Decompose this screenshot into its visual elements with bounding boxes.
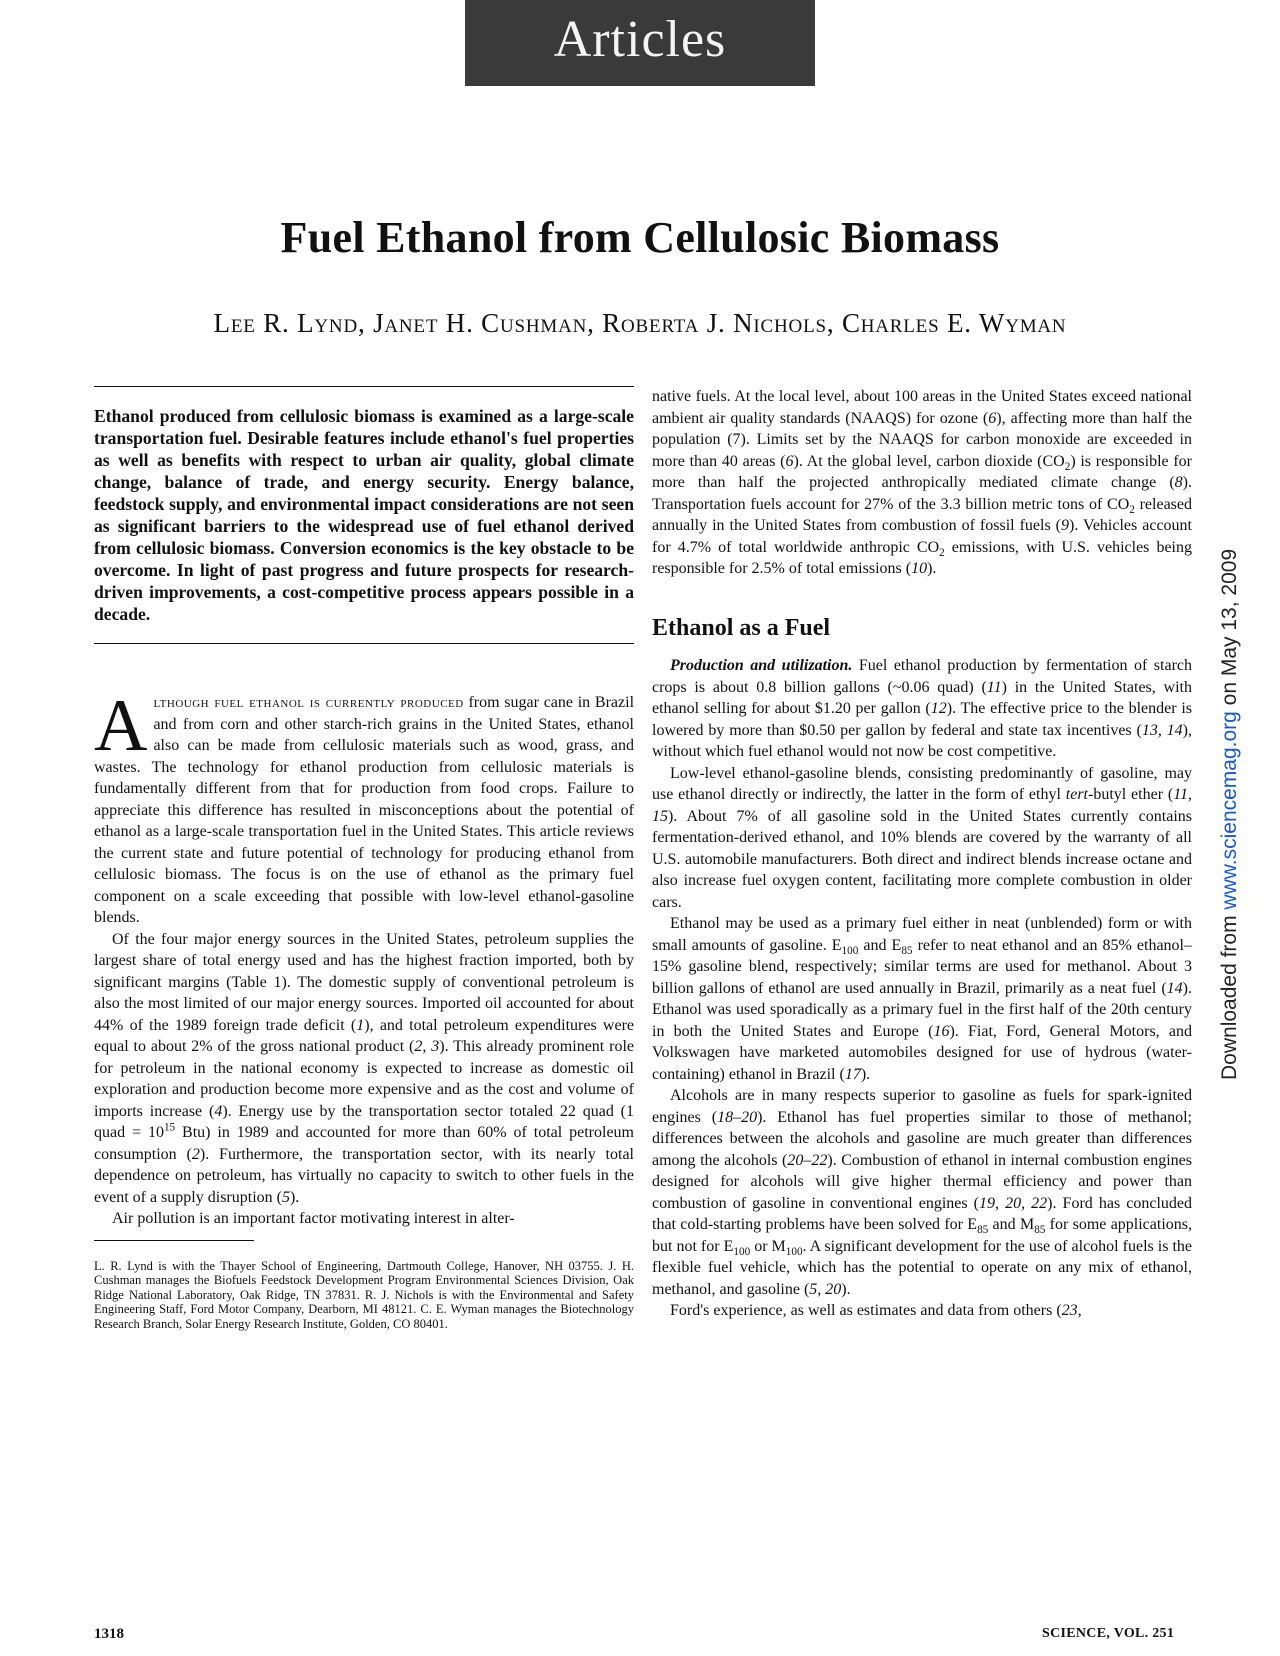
intro-paragraph <box>94 685 635 929</box>
body-paragraph: Low-level ethanol-gasoline blends, consisting predominantly of gasoline, may use ethanol directly or indirectly, the latter in the form of ethyl tert-butyl ether (11, 15). About 7% of all gasoline sold in the United States currently contains fermentation-derived ethanol, and 10% blends are covered by the warranty of all U.S. automobile manufacturers. Both direct and indirect blends increase octane and also increase fuel oxygen content, facilitating more complete combustion in older cars. <box>652 764 1192 911</box>
download-notice: Downloaded from www.sciencemag.org on May 13, 2009 <box>1218 548 1241 1080</box>
body-paragraph: Ethanol may be used as a primary fuel either in neat (unblended) form or with small amounts of gasoline. $E_{100}$ and $E_{85}$ refer to neat ethanol and an 85% ethanol–15% gasoline blend, respectively; similar terms are used for methanol. About 3 billion gallons of ethanol are used annually in Brazil, primarily as a neat fuel (14). Ethanol was used sporadically as a primary fuel in the first half of the 20th century in both the United States and Europe (16). Fiat, Ford, General Motors, and Volkswagen have marketed automobiles designed for use of hydrous (water-containing) ethanol in Brazil (17). <box>652 915 1193 1083</box>
body-paragraph: Ford's experience, as well as estimates and data from others (23, <box>670 1302 1082 1319</box>
journal-footer: SCIENCE, VOL. 251 <box>1042 1626 1175 1641</box>
page-number: 1318 <box>94 1626 124 1642</box>
body-paragraph: Alcohols are in many respects superior to gasoline as fuels for spark-ignited engines (18–20). Ethanol has fuel properties similar to those of methanol; differences between the alcohols and gasoline are much greater than differences among the alcohols (20–22). Combustion of ethanol in internal combustion engines designed for alcohols will give higher thermal efficiency and power than combustion of gasoline in conventional engines (19, 20, 22). Ford has concluded that cold-starting problems have been solved for $E_{85}$ and $M_{85}$ for some applications, but not for $E_{100}$ or $M_{100}$. A significant development for the use of alcohol fuels is the flexible fuel vehicle, which has the potential to operate on any mix of ethanol, methanol, and gasoline (5, 20). <box>652 1087 1193 1298</box>
author-affiliations: L. R. Lynd is with the Thayer School of Engineering, Dartmouth College, Hanover, NH 03755. J. H. Cushman manages the Biofuels Feedstock Development Program Environmental Sciences Division, Oak Ridge National Laboratory, Oak Ridge, TN 37831. R. J. Nichols is with the Environmental and Safety Engineering Staff, Ford Motor Company, Dearborn, MI 48121. C. E. Wyman manages the Biotechnology Research Branch, Solar Energy Research Institute, Golden, CO 80401. <box>94 1258 634 1331</box>
section-heading: Ethanol as a Fuel <box>652 614 831 641</box>
right-column <box>652 386 1192 1322</box>
drop-cap: A <box>94 685 148 767</box>
abstract-top-rule <box>94 386 634 387</box>
body-paragraph: Of the four major energy sources in the United States, petroleum supplies the largest share of total energy used and has the highest fraction imported, both by significant margins (Table 1). The domestic supply of conventional petroleum is also the most limited of our major energy sources. Imported oil accounted for about 44% of the 1989 foreign trade deficit (1), and total petroleum expenditures were equal to about 2% of the gross national product (2, 3). This already prominent role for petroleum in the national economy is expected to increase as domestic oil exploration and production become more expensive and as the cost and volume of imports increase (4). Energy use by the transportation sector totaled 22 quad (1 quad = $10^{15}$ Btu) in 1989 and accounted for more than 60% of total petroleum consumption (2). Furthermore, the transportation sector, with its nearly total dependence on petroleum, has virtually no capacity to switch to other fuels in the event of a supply disruption (5). <box>94 930 635 1206</box>
site-link[interactable]: www.sciencemag.org <box>1218 711 1241 910</box>
abstract: Ethanol produced from cellulosic biomass is examined as a large-scale transportation fuel. Desirable features include ethanol's fuel properties as well as benefits with respect to urban air quality, global climate change, balance of trade, and energy security. Energy balance, feedstock supply, and environmental impact considerations are not seen as significant barriers to the widespread use of fuel ethanol derived from cellulosic biomass. Conversion economics is the key obstacle to be overcome. In light of past progress and future prospects for research-driven improvements, a cost-competitive process appears possible in a decade. <box>94 406 634 624</box>
body-paragraph: Air pollution is an important factor motivating interest in alter- <box>112 1210 515 1227</box>
left-column <box>94 386 634 1331</box>
runin-heading: Production and utilization. <box>670 657 853 674</box>
section-banner: Articles <box>465 0 815 86</box>
article-title: Fuel Ethanol from Cellulosic Biomass <box>280 213 1000 262</box>
body-paragraph: native fuels. At the local level, about 100 areas in the United States exceed national ambient air quality standards (NAAQS) for ozone (6), affecting more than half the population (7). Limits set by the NAAQS for carbon monoxide are exceeded in more than 40 areas (6). At the global level, carbon dioxide $(CO_2)$ is responsible for more than half the projected anthropically mediated climate change (8). Transportation fuels account for 27% of the 3.3 billion metric tons of $CO_2$ released annually in the United States from combustion of fossil fuels (9). Vehicles account for 4.7% of total worldwide anthropic $CO_2$ emissions, with U.S. vehicles being responsible for 2.5% of total emissions (10). <box>652 388 1193 577</box>
author-list: Lee R. Lynd, Janet H. Cushman, Roberta J. Nichols, Charles E. Wyman <box>213 308 1067 338</box>
intro-lead-caps: lthough fuel ethanol is currently produced <box>153 694 464 711</box>
intro-text: from sugar cane in Brazil and from corn and other starch-rich grains in the United States, ethanol also can be made from cellulosic materials such as wood, grass, and wastes. The technology for ethanol production from cellulosic materials is fundamentally different from that for production from food crops. Failure to appreciate this difference has resulted in misconceptions about the potential of ethanol as a large-scale transportation fuel in the United States. This article reviews the current state and future potential of technology for producing ethanol from cellulosic biomass. The focus is on the use of ethanol as the primary fuel component on a scale exceeding that possible with low-level ethanol-gasoline blends. <box>94 694 635 926</box>
body-paragraph: Production and utilization. Fuel ethanol production by fermentation of starch crops is about 0.8 billion gallons (~0.06 quad) (11) in the United States, with ethanol selling for about $1.20 per gallon (12). The effective price to the blender is lowered by more than $0.50 per gallon by federal and state tax incentives (13, 14), without which fuel ethanol would not now be cost competitive. <box>652 657 1192 760</box>
affiliation-rule <box>94 1240 254 1251</box>
